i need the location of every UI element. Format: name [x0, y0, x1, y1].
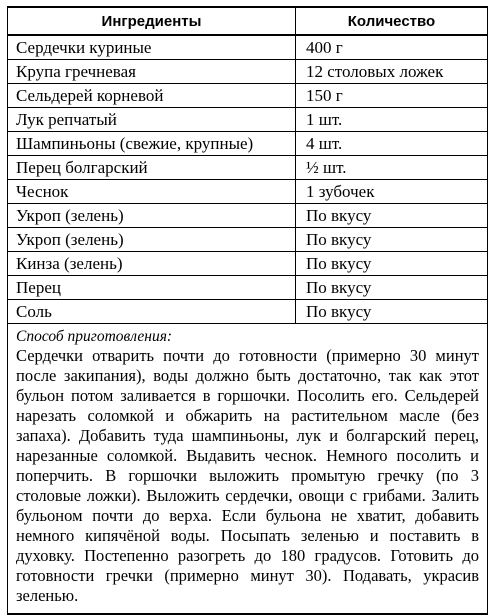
ingredient-quantity: По вкусу [296, 228, 488, 252]
table-row [8, 132, 488, 156]
recipe-table [7, 6, 488, 615]
ingredient-name: Укроп (зелень) [8, 204, 296, 228]
table-row [8, 156, 488, 180]
ingredient-quantity: 1 шт. [296, 108, 488, 132]
ingredient-quantity: ½ шт. [296, 156, 488, 180]
ingredient-name: Лук репчатый [8, 108, 296, 132]
table-row [8, 180, 488, 204]
ingredient-name: Шампиньоны (свежие, крупные) [8, 132, 296, 156]
table-row [8, 84, 488, 108]
ingredient-quantity: 400 г [296, 35, 488, 60]
ingredient-quantity: 1 зубочек [296, 180, 488, 204]
ingredient-quantity: По вкусу [296, 276, 488, 300]
method-row [8, 324, 488, 615]
method-title: Способ приготовления: [16, 328, 173, 345]
ingredient-rows [8, 35, 488, 324]
table-row [8, 300, 488, 324]
header-row [8, 7, 488, 35]
ingredient-name: Укроп (зелень) [8, 228, 296, 252]
ingredient-name: Перец [8, 276, 296, 300]
header-ingredients: Ингредиенты [8, 7, 296, 35]
table-row [8, 204, 488, 228]
table-row [8, 108, 488, 132]
table-row [8, 228, 488, 252]
ingredient-name: Соль [8, 300, 296, 324]
ingredient-quantity: 12 столовых ложек [296, 60, 488, 84]
method-text: Сердечки отварить почти до готовности (примерно 30 минут после закипания), воды должно быть достаточно, так как этот бульон потом заливается в горшочки. Посолить его. Сельдерей нарезать соломкой и обжарить на растительном масле (без запаха). Добавить туда шампиньоны, лук и болгарский перец, нарезанные соломкой. Выдавить чеснок. Немного посолить и поперчить. В горшочки выложить промытую гречку (по 3 столовые ложки). Выложить сердечки, овощи с грибами. Залить бульоном почти до верха. Если бульона не хватит, добавить немного кипячёной воды. Посыпать зеленью и поставить в духовку. Постепенно разогреть до 180 градусов. Готовить до готовности гречки (примерно минут 30). Подавать, украсив зеленью. [16, 346, 479, 605]
method-cell [8, 324, 488, 615]
header-quantity: Количество [296, 7, 488, 35]
ingredient-name: Кинза (зелень) [8, 252, 296, 276]
table-row [8, 35, 488, 60]
ingredient-name: Чеснок [8, 180, 296, 204]
ingredient-quantity: 4 шт. [296, 132, 488, 156]
ingredient-name: Сельдерей корневой [8, 84, 296, 108]
table-row [8, 60, 488, 84]
ingredient-quantity: 150 г [296, 84, 488, 108]
table-row [8, 252, 488, 276]
ingredient-name: Крупа гречневая [8, 60, 296, 84]
table-row [8, 276, 488, 300]
ingredient-name: Сердечки куриные [8, 35, 296, 60]
ingredient-quantity: По вкусу [296, 300, 488, 324]
ingredient-quantity: По вкусу [296, 204, 488, 228]
ingredient-name: Перец болгарский [8, 156, 296, 180]
ingredient-quantity: По вкусу [296, 252, 488, 276]
